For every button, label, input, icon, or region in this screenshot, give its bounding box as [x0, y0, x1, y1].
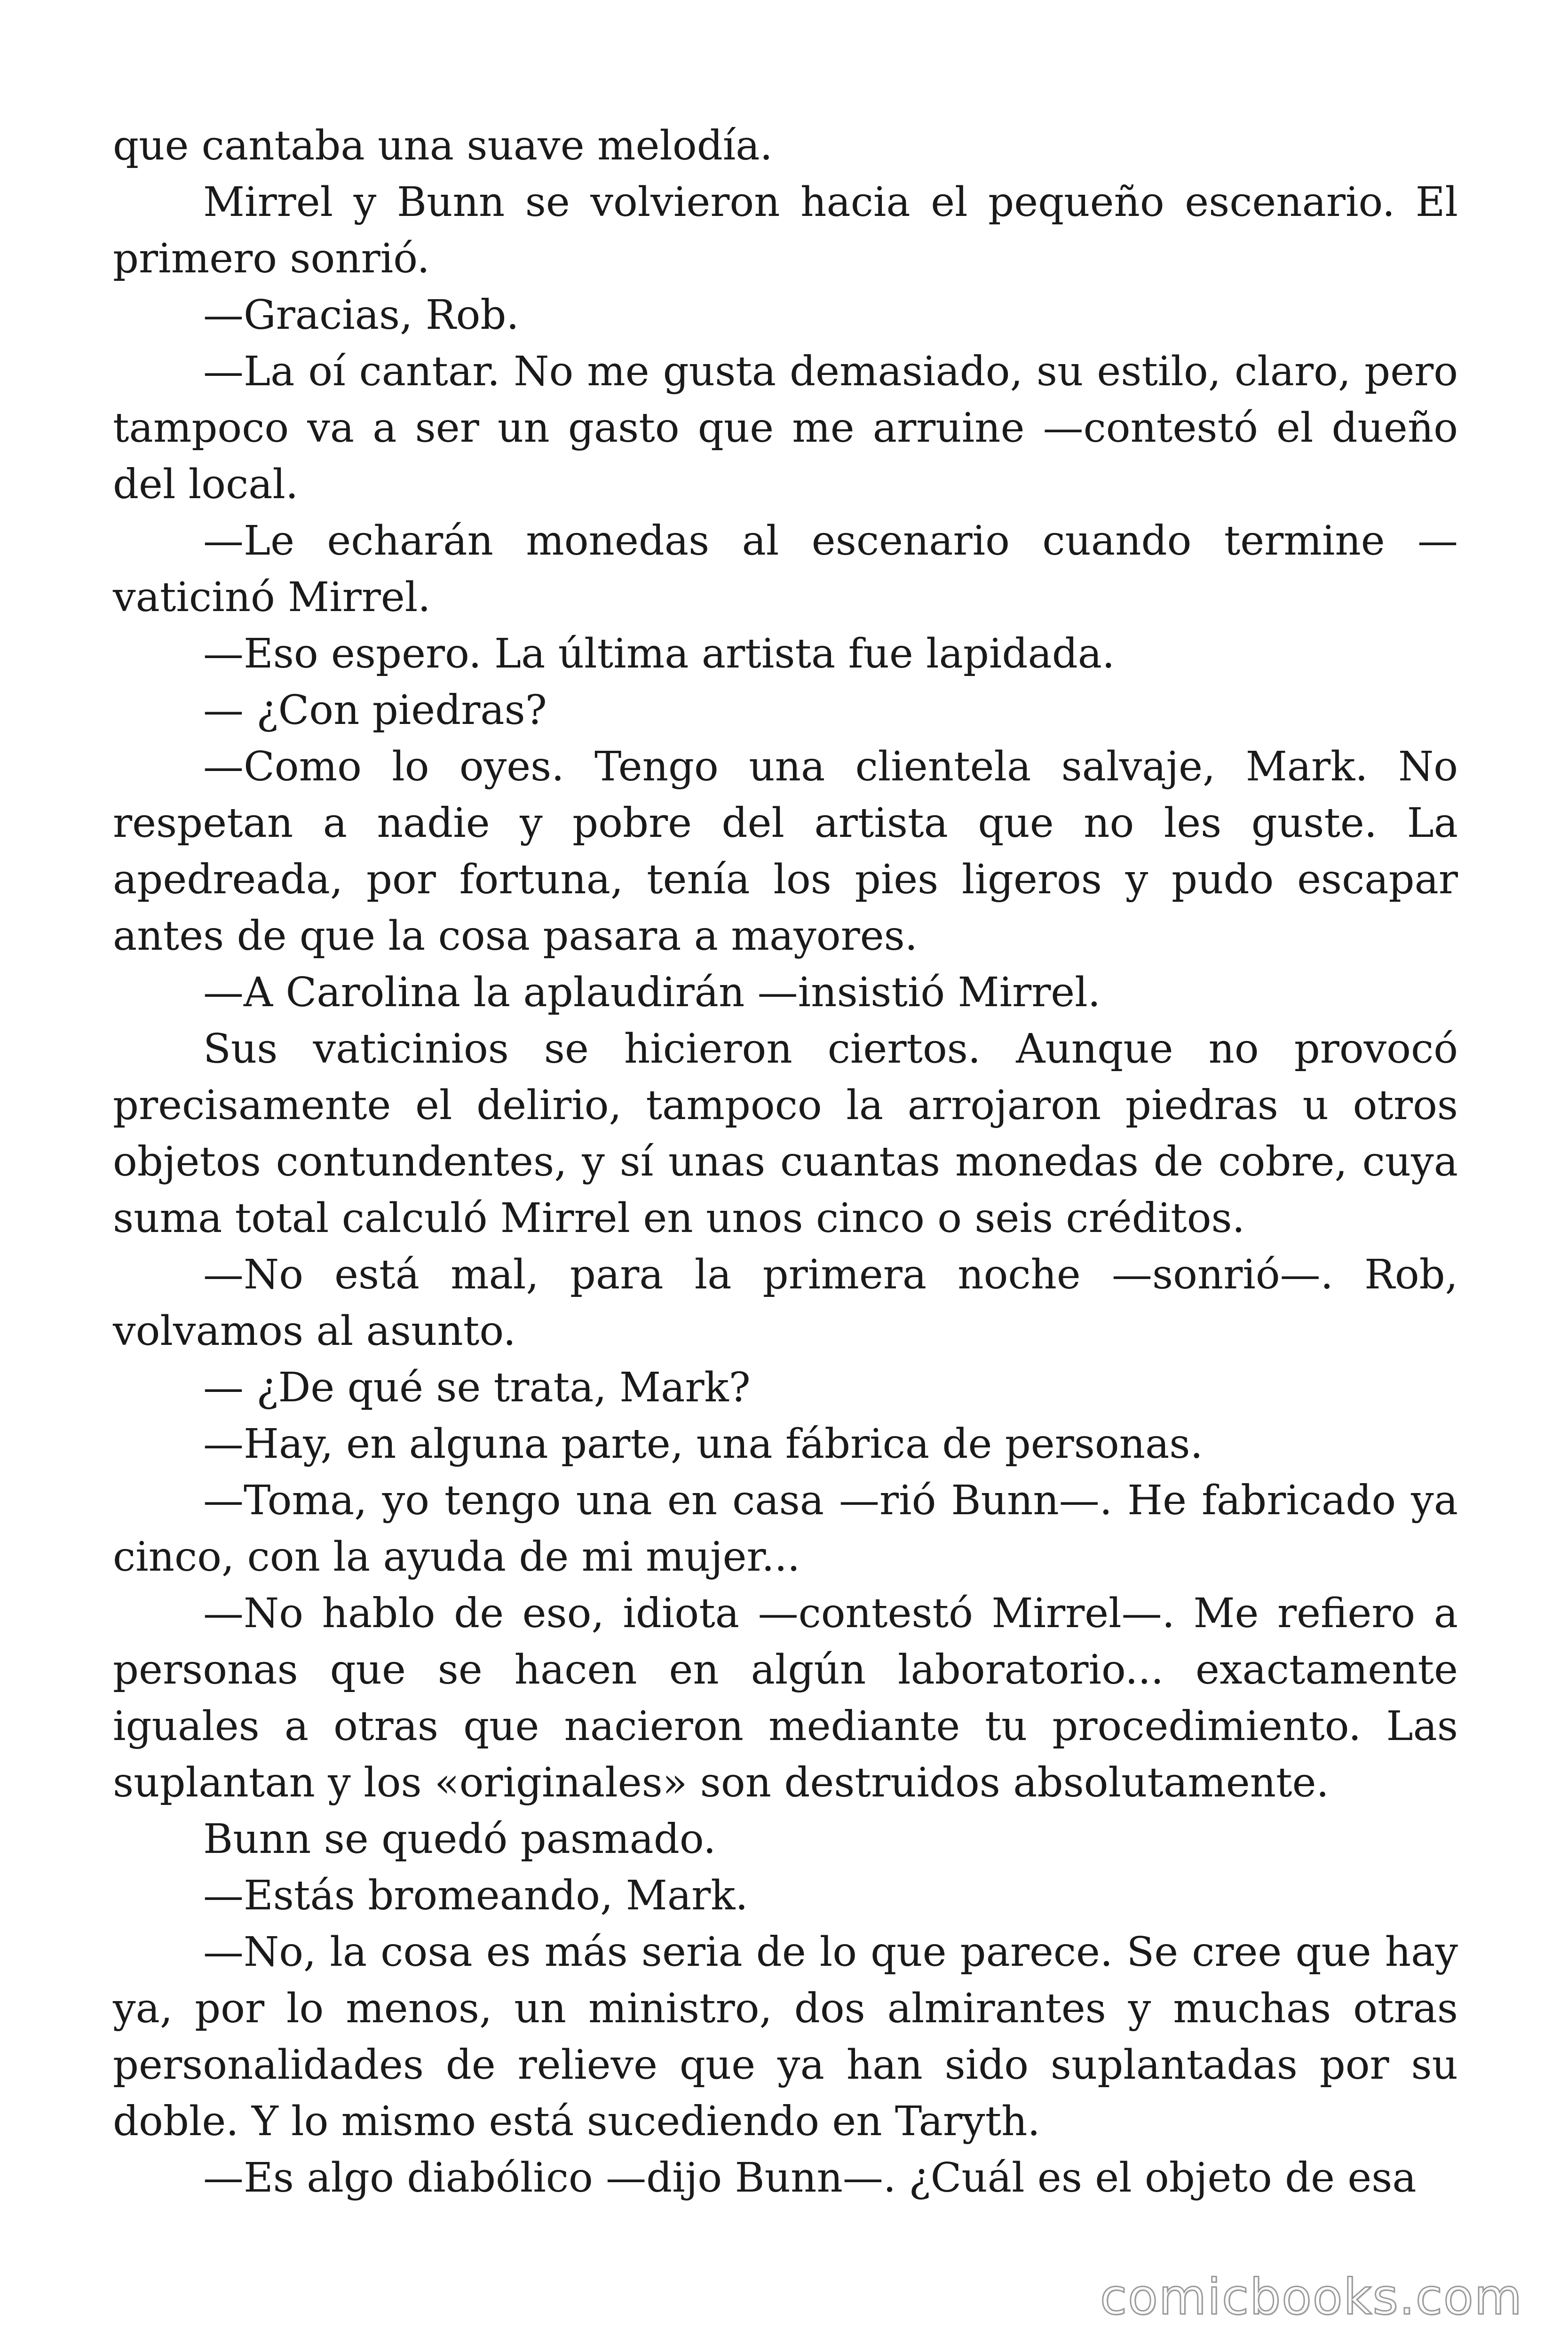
paragraph-18: —No, la cosa es más seria de lo que parece. Se cree que hay ya, por lo menos, un ministro, dos almirantes y muchas otras personalidades de relieve que ya han sido suplantadas por su doble. Y lo mismo está sucediendo en Taryth. — [113, 1929, 1458, 2145]
paragraph-12: — ¿De qué se trata, Mark? — [203, 1364, 751, 1411]
site-watermark: comicbooks.com — [1100, 2268, 1523, 2326]
book-page — [113, 118, 1458, 2206]
paragraph-8: —Como lo oyes. Tengo una clientela salvaje, Mark. No respetan a nadie y pobre del artista que no les guste. La apedreada, por fortuna, tenía los pies ligeros y pudo escapar antes de que la cosa pasara a mayores. — [113, 743, 1458, 960]
paragraph-11: —No está mal, para la primera noche —sonrió—. Rob, volvamos al asunto. — [113, 1251, 1458, 1355]
paragraph-14: —Toma, yo tengo una en casa —rió Bunn—. He fabricado ya cinco, con la ayuda de mi mujer... — [113, 1477, 1458, 1581]
paragraph-6: —Eso espero. La última artista fue lapidada. — [203, 630, 1115, 677]
paragraph-5: —Le echarán monedas al escenario cuando termine —vaticinó Mirrel. — [113, 517, 1458, 621]
paragraph-15: —No hablo de eso, idiota —contestó Mirrel—. Me refiero a personas que se hacen en algún laboratorio... exactamente iguales a otras que nacieron mediante tu procedimiento. Las suplantan y los «originales» son destruidos absolutamente. — [113, 1590, 1458, 1806]
paragraph-3: —Gracias, Rob. — [203, 292, 519, 339]
paragraph-9: —A Carolina la aplaudirán —insistió Mirrel. — [203, 969, 1101, 1016]
paragraph-4: —La oí cantar. No me gusta demasiado, su estilo, claro, pero tampoco va a ser un gasto que me arruine —contestó el dueño del local. — [113, 348, 1458, 508]
paragraph-1: que cantaba una suave melodía. — [113, 122, 773, 169]
paragraph-13: —Hay, en alguna parte, una fábrica de personas. — [203, 1421, 1203, 1468]
paragraph-7: — ¿Con piedras? — [203, 687, 547, 734]
paragraph-2: Mirrel y Bunn se volvieron hacia el pequeño escenario. El primero sonrió. — [113, 179, 1458, 282]
paragraph-16: Bunn se quedó pasmado. — [203, 1816, 716, 1863]
paragraph-19: —Es algo diabólico —dijo Bunn—. ¿Cuál es el objeto de esa — [203, 2154, 1417, 2201]
paragraph-17: —Estás bromeando, Mark. — [203, 1872, 748, 1919]
paragraph-10: Sus vaticinios se hicieron ciertos. Aunque no provocó precisamente el delirio, tampoco la arrojaron piedras u otros objetos contundentes, y sí unas cuantas monedas de cobre, cuya suma total calculó Mirrel en unos cinco o seis créditos. — [113, 1025, 1458, 1242]
